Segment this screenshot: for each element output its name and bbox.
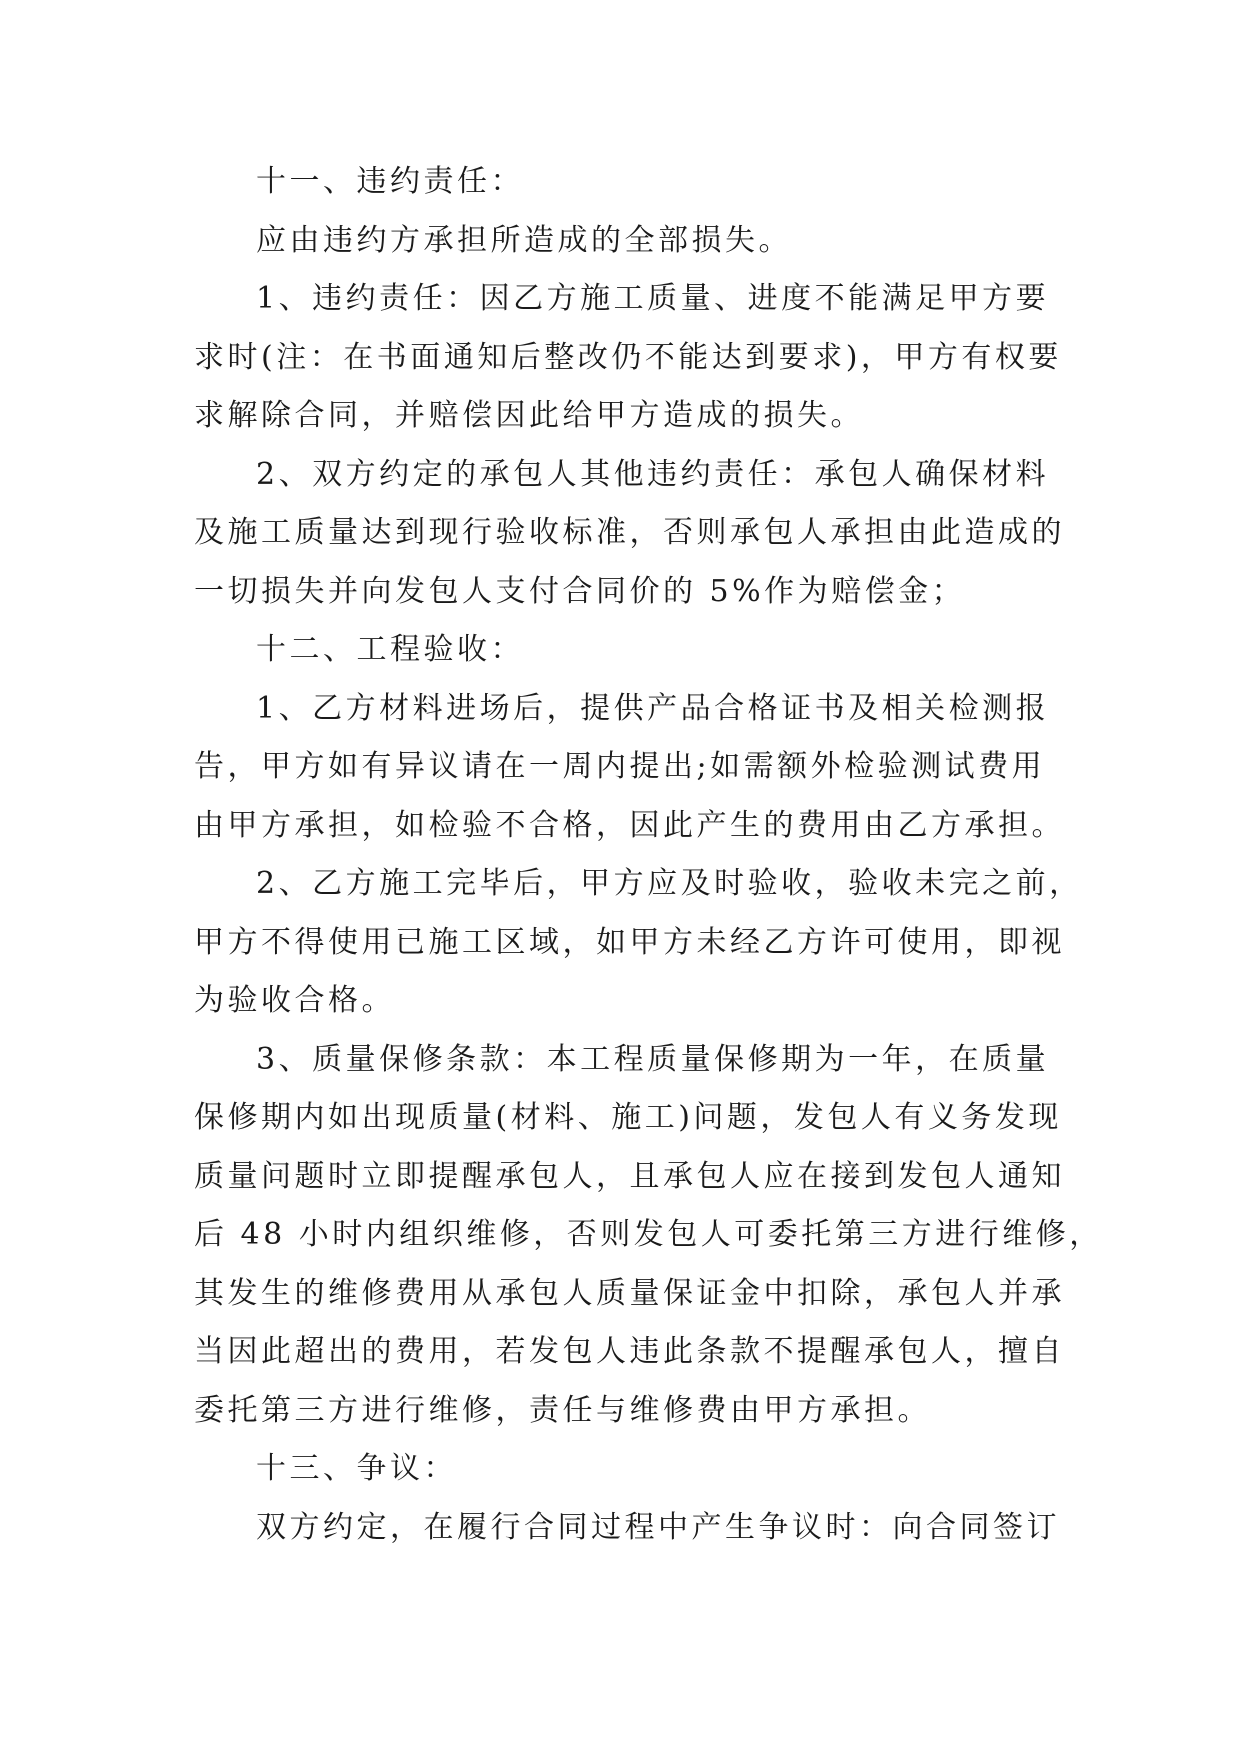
paragraph-line: 求时(注：在书面通知后整改仍不能达到要求)，甲方有权要	[194, 339, 1062, 375]
paragraph-line: 为验收合格。	[194, 983, 395, 1018]
paragraph-line: 甲方不得使用已施工区域，如甲方未经乙方许可使用，即视	[194, 924, 1065, 960]
paragraph-line: 1、乙方材料进场后，提供产品合格证书及相关检测报	[256, 690, 1050, 726]
paragraph-line: 双方约定，在履行合同过程中产生争议时：向合同签订	[256, 1509, 1060, 1545]
paragraph-line: 3、质量保修条款：本工程质量保修期为一年，在质量	[256, 1041, 1050, 1077]
section-heading-acceptance: 十二、工程验收：	[256, 632, 524, 667]
section-heading-dispute: 十三、争议：	[256, 1451, 457, 1486]
paragraph-line: 委托第三方进行维修，责任与维修费由甲方承担。	[194, 1392, 931, 1428]
paragraph-line: 保修期内如出现质量(材料、施工)问题，发包人有义务发现	[194, 1100, 1062, 1135]
paragraph-line: 当因此超出的费用，若发包人违此条款不提醒承包人，擅自	[194, 1334, 1065, 1369]
paragraph-line: 求解除合同，并赔偿因此给甲方造成的损失。	[194, 398, 864, 433]
paragraph-line: 2、乙方施工完毕后，甲方应及时验收，验收未完之前，	[256, 866, 1083, 901]
paragraph-line: 一切损失并向发包人支付合同价的 5%作为赔偿金；	[194, 573, 966, 609]
paragraph-line: 及施工质量达到现行验收标准，否则承包人承担由此造成的	[194, 515, 1065, 550]
paragraph-line: 其发生的维修费用从承包人质量保证金中扣除，承包人并承	[194, 1275, 1065, 1311]
paragraph-line: 应由违约方承担所造成的全部损失。	[256, 222, 792, 258]
paragraph-line: 告，甲方如有异议请在一周内提出;如需额外检验测试费用	[194, 749, 1046, 784]
paragraph-line: 后 48 小时内组织维修，否则发包人可委托第三方进行维修，	[194, 1217, 1103, 1252]
document-body	[194, 153, 1103, 1557]
paragraph-line: 质量问题时立即提醒承包人，且承包人应在接到发包人通知	[194, 1158, 1065, 1194]
paragraph-line: 2、双方约定的承包人其他违约责任：承包人确保材料	[256, 456, 1050, 492]
paragraph-line: 由甲方承担，如检验不合格，因此产生的费用由乙方承担。	[194, 807, 1065, 843]
paragraph-line: 1、违约责任：因乙方施工质量、进度不能满足甲方要	[256, 281, 1050, 316]
section-heading-breach-liability: 十一、违约责任：	[256, 164, 524, 199]
